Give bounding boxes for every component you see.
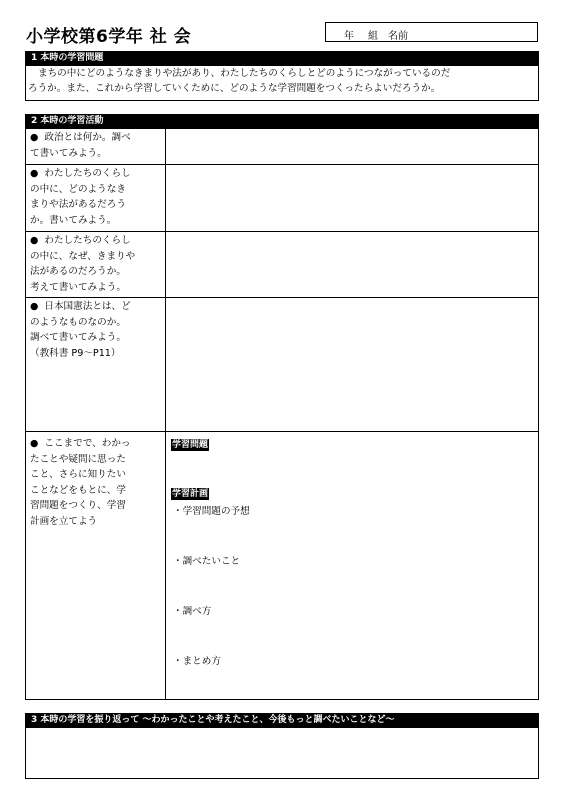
question-text: たことや疑問に思った [30,453,126,465]
activity-row [26,165,538,232]
reflection-area[interactable] [25,727,539,779]
question-text: まりや法があるだろう [30,199,126,210]
question-text: 調べて書いてみよう。 [30,332,126,343]
activity-row [26,129,538,165]
plan-item: ・学習問題の予想 [173,506,250,517]
bullet-icon: ● [30,235,39,246]
activity-question [26,298,166,431]
plan-item: ・調べ方 [173,606,212,617]
answer-area[interactable] [167,298,538,431]
answer-area[interactable] [167,232,538,297]
question-text: の中に、どのようなき [30,183,126,195]
bullet-icon: ● [30,438,39,449]
question-text: 法があるのだろうか。 [30,266,126,277]
activity-row [26,432,538,699]
plan-item: ・まとめ方 [173,656,221,667]
question-text: ことなどをもとに、学 [30,484,126,496]
page-title: 小学校第6学年 社 会 [26,27,192,47]
activity-table [25,128,539,700]
section1-text-line2: ろうか。また、これから学習していくために、どのような学習問題をつくったらよいだろうか。 [28,83,441,94]
activity-question [26,432,166,699]
activity-row [26,232,538,298]
question-text: のようなものなのか。 [30,316,126,328]
section3-heading: 3 本時の学習を振り返って ～わかったことや考えたこと、今後もっと調べたいことなど～ [25,713,539,727]
answer-area[interactable] [167,165,538,231]
activity-question [26,129,166,164]
section2-heading: 2 本時の学習活動 [25,114,539,128]
section1-heading: 1 本時の学習問題 [25,51,539,65]
question-text: 習問題をつくり、学習 [30,500,126,511]
activity-question [26,232,166,297]
question-text: て書いてみよう。 [30,147,107,159]
activity-row [26,298,538,432]
question-text: 政治とは何か。調べ [44,132,131,143]
problem-label: 学習問題 [172,440,209,450]
question-text: ここまでで、わかっ [44,438,131,449]
plan-area[interactable] [167,432,538,699]
answer-area[interactable] [167,129,538,164]
question-text: わたしたちのくらし [44,235,131,246]
section1-box [25,65,539,101]
bullet-icon: ● [30,301,39,312]
question-text: 日本国憲法とは、ど [44,301,131,312]
question-text: 計画を立てよう [30,515,98,527]
class-label: 組 [368,31,378,42]
question-text: 考えて書いてみよう。 [30,281,126,293]
plan-label: 学習計画 [172,489,209,499]
activity-question [26,165,166,231]
question-text: か。書いてみよう。 [30,214,117,226]
name-label: 名前 [388,31,408,42]
question-text: （教科書 P9～P11） [30,347,121,359]
question-text: こと、さらに知りたい [30,469,126,480]
plan-item: ・調べたいこと [173,556,241,567]
grade-label: 年 [344,31,354,42]
name-box[interactable] [325,22,538,42]
section1-text-line1: まちの中にどのようなきまりや法があり、わたしたちのくらしとどのようにつながっているのだ [38,68,451,79]
question-text: わたしたちのくらし [44,168,131,179]
question-text: の中に、なぜ、きまりや [30,250,136,262]
bullet-icon: ● [30,132,39,143]
bullet-icon: ● [30,168,39,179]
